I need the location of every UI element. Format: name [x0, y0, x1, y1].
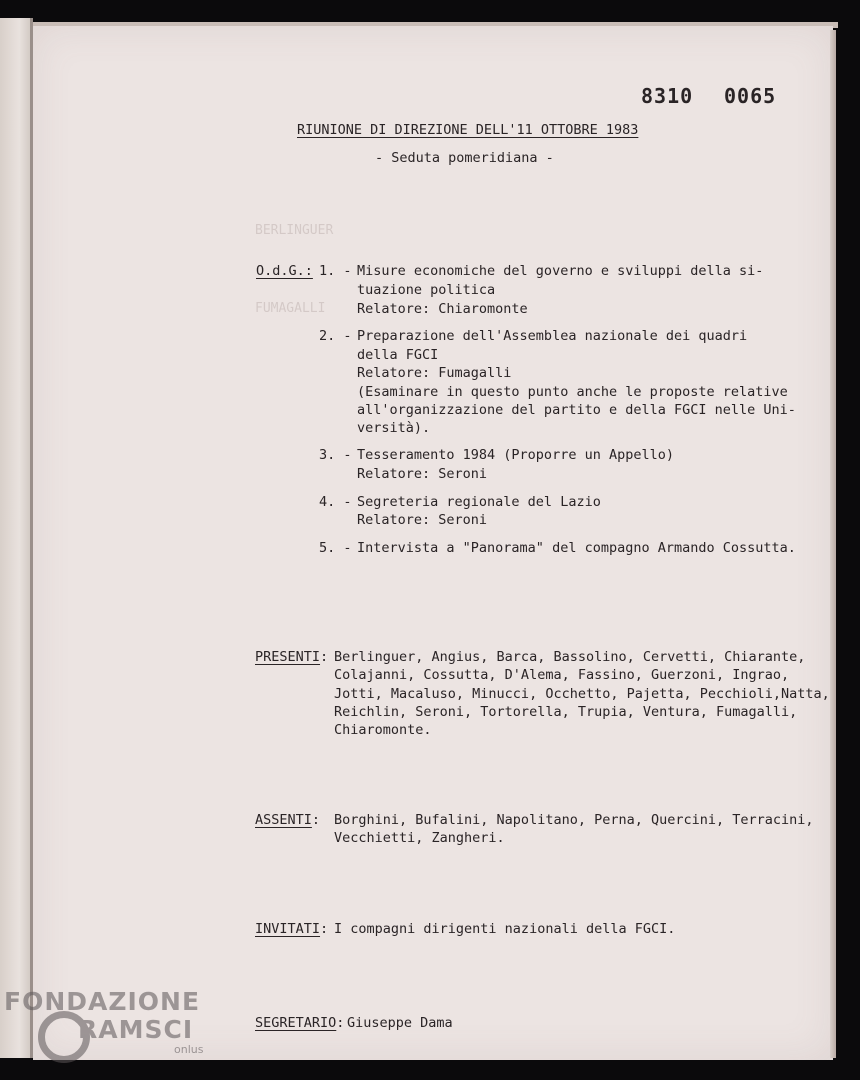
- assenti-label-row: ASSENTI:: [255, 812, 321, 828]
- presenti-label-row: PRESENTI:: [255, 649, 329, 665]
- document-number-1: 8310: [641, 84, 694, 108]
- page-stack-edge: [830, 30, 836, 1058]
- agenda-item-2-line-6: versità).: [357, 420, 431, 436]
- odg-label: O.d.G.:: [256, 263, 313, 279]
- assenti-label: ASSENTI: [255, 812, 312, 828]
- agenda-item-2-line-2: della FGCI: [357, 347, 439, 363]
- assenti-line-2: Vecchietti, Zangheri.: [334, 830, 505, 846]
- watermark-line-1: FONDAZIONE: [4, 987, 201, 1016]
- agenda-item-1-line-2: tuazione politica: [357, 282, 496, 298]
- presenti-line-1: Berlinguer, Angius, Barca, Bassolino, Cervetti, Chiarante,: [334, 649, 806, 665]
- document-number-2: 0065: [724, 84, 777, 108]
- agenda-item-1-line-1: Misure economiche del governo e sviluppi della si-: [357, 263, 764, 279]
- agenda-item-4-line-2: Relatore: Seroni: [357, 512, 488, 528]
- presenti-label: PRESENTI: [255, 649, 321, 665]
- watermark-line-2: RAMSCI: [78, 1015, 194, 1044]
- agenda-item-2-line-4: (Esaminare in questo punto anche le proposte relative: [357, 384, 788, 400]
- agenda-item-3-number: 3. -: [319, 447, 352, 463]
- segretario-text: Giuseppe Dama: [347, 1015, 453, 1031]
- agenda-item-2-number: 2. -: [319, 328, 352, 344]
- invitati-label-row: INVITATI:: [255, 921, 329, 937]
- segretario-label-row: SEGRETARIO:: [255, 1015, 345, 1031]
- presenti-line-4: Reichlin, Seroni, Tortorella, Trupia, Ventura, Fumagalli,: [334, 704, 798, 720]
- agenda-item-3-line-1: Tesseramento 1984 (Proporre un Appello): [357, 447, 674, 463]
- book-spine: [0, 18, 32, 1058]
- bleed-through-text: BERLINGUER FUMAGALLI: [255, 223, 334, 316]
- presenti-line-3: Jotti, Macaluso, Minucci, Occhetto, Pajetta, Pecchioli,Natta,: [334, 686, 830, 702]
- assenti-line-1: Borghini, Bufalini, Napolitano, Perna, Quercini, Terracini,: [334, 812, 814, 828]
- agenda-item-5-line-1: Intervista a "Panorama" del compagno Armando Cossutta.: [357, 540, 796, 556]
- presenti-line-5: Chiaromonte.: [334, 722, 432, 738]
- segretario-label: SEGRETARIO: [255, 1015, 337, 1031]
- watermark-line-3: onlus: [174, 1043, 204, 1056]
- agenda-item-4-number: 4. -: [319, 494, 352, 510]
- agenda-item-3-line-2: Relatore: Seroni: [357, 466, 488, 482]
- meeting-title: RIUNIONE DI DIREZIONE DELL'11 OTTOBRE 1983: [297, 122, 639, 138]
- agenda-item-2-line-3: Relatore: Fumagalli: [357, 365, 512, 381]
- agenda-item-1-number: 1. -: [319, 263, 352, 279]
- agenda-item-4-line-1: Segreteria regionale del Lazio: [357, 494, 601, 510]
- agenda-item-5-number: 5. -: [319, 540, 352, 556]
- agenda-item-1-line-3: Relatore: Chiaromonte: [357, 301, 528, 317]
- invitati-text: I compagni dirigenti nazionali della FGCI.: [334, 921, 676, 937]
- agenda-item-2-line-1: Preparazione dell'Assemblea nazionale dei quadri: [357, 328, 748, 344]
- presenti-line-2: Colajanni, Cossutta, D'Alema, Fassino, Guerzoni, Ingrao,: [334, 667, 790, 683]
- invitati-label: INVITATI: [255, 921, 321, 937]
- meeting-subtitle: - Seduta pomeridiana -: [375, 150, 554, 166]
- fondazione-gramsci-watermark: [4, 987, 204, 1056]
- agenda-item-2-line-5: all'organizzazione del partito e della FGCI nelle Uni-: [357, 402, 796, 418]
